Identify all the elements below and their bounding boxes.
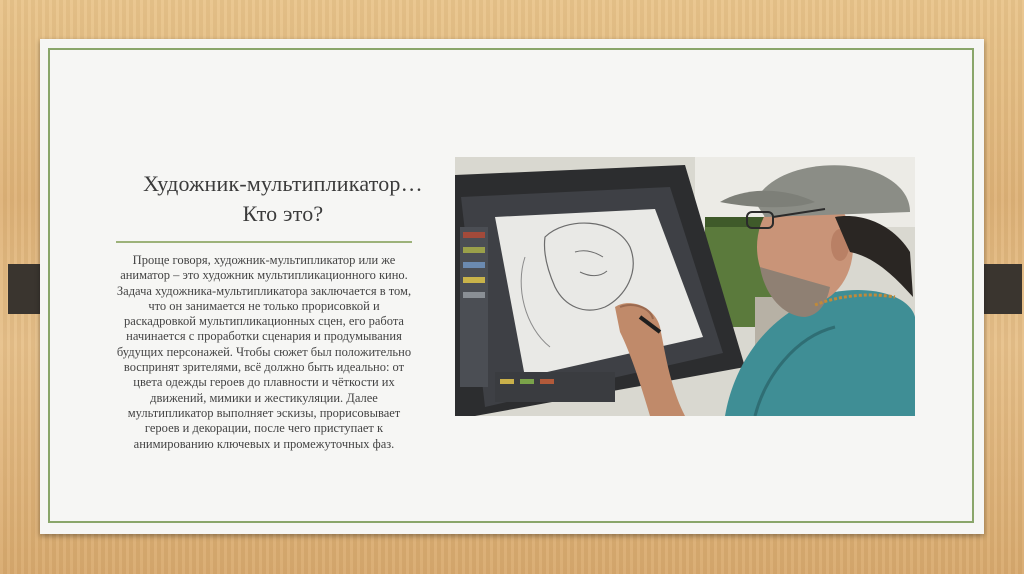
slide-title: Художник-мультипликатор… Кто это? (143, 171, 423, 226)
slide-card (40, 39, 984, 534)
title-divider (116, 241, 412, 243)
slide-body-text: Проще говоря, художник-мультипликатор или же аниматор – это художник мультипликационного кино. Задача художника-мультипликатора заключается в том, что он занимается не только прорисовкой и раскадровкой мультипликационных сцен, его работа начинается с проработки сценария и продумывания будущих персонажей. Чтобы сюжет был положительно воспринят зрителями, всё должно быть идеально: от цвета одежды героев до плавности и чёткости их движений, мимики и жестикуляции. Далее мультипликатор выполняет эскизы, прорисовывает героев и декорации, после чего приступает к анимированию ключевых и промежуточных фаз. (116, 253, 412, 451)
animator-photo (455, 157, 915, 416)
